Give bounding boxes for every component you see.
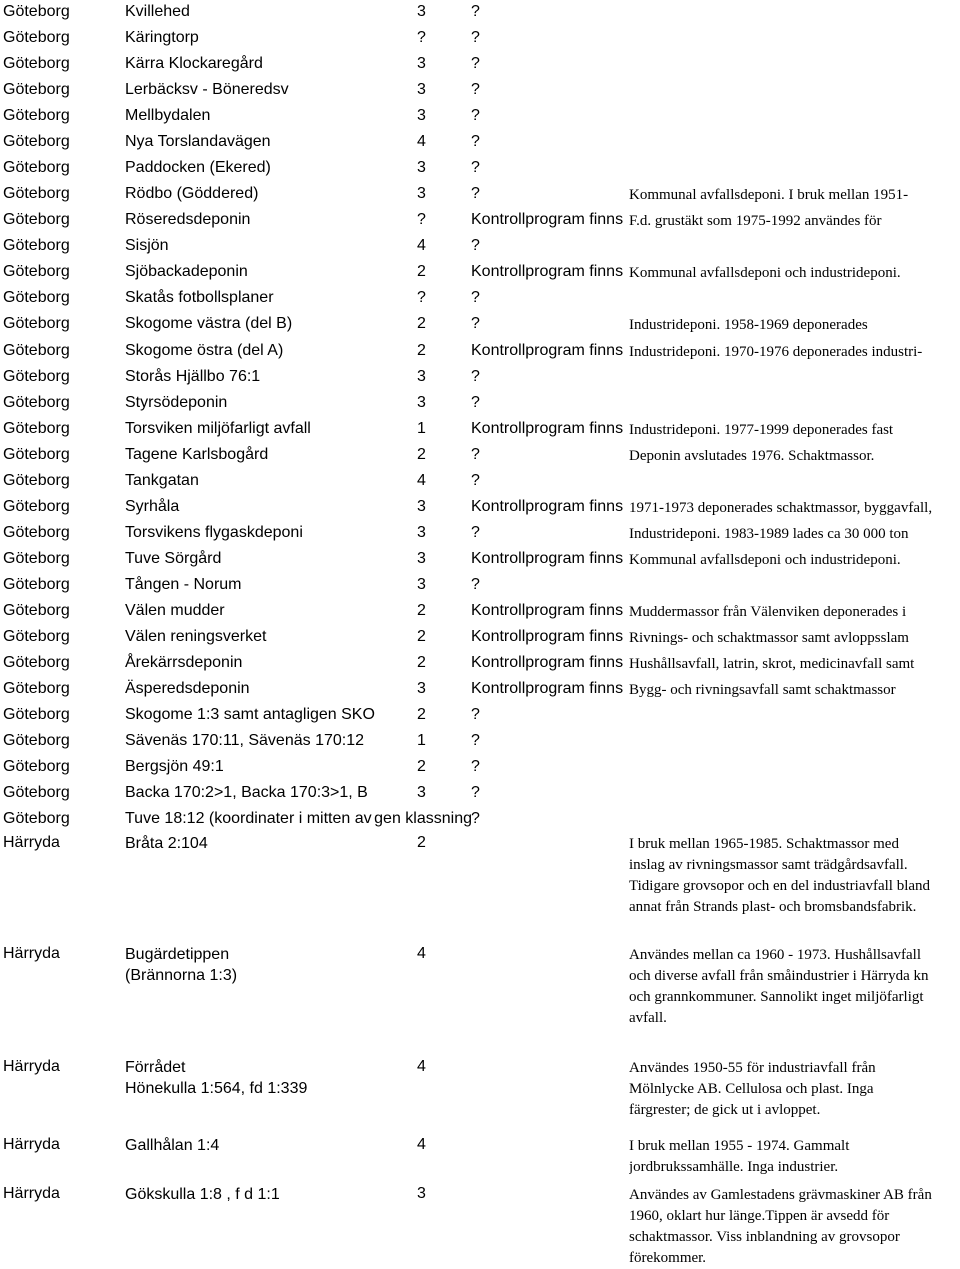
table-row bbox=[0, 653, 960, 679]
objekt-cell: Tankgatan bbox=[125, 471, 199, 489]
kommun-cell: Göteborg bbox=[3, 107, 70, 125]
table-row bbox=[0, 627, 960, 653]
klass-cell: ? bbox=[417, 29, 426, 47]
table-row bbox=[0, 54, 960, 80]
objekt-cell: Paddocken (Ekered) bbox=[125, 159, 271, 177]
table-row bbox=[0, 341, 960, 367]
note-cell: Hushållsavfall, latrin, skrot, medicinavfall samt bbox=[629, 656, 915, 672]
note-line: Användes mellan ca 1960 - 1973. Hushållsavfall bbox=[629, 947, 922, 963]
objekt-line: Bugärdetippen bbox=[125, 946, 230, 963]
klass-cell: 2 bbox=[417, 445, 426, 463]
klass-cell: 2 bbox=[417, 654, 426, 671]
objekt-cell: Torsvikens flygaskdeponi bbox=[125, 523, 303, 541]
kommun-cell: Härryda bbox=[3, 1136, 60, 1153]
kontrollprogram-cell: Kontrollprogram finns bbox=[471, 627, 624, 645]
kommun-cell: Härryda bbox=[3, 1185, 60, 1202]
klass-cell: 2 bbox=[417, 263, 426, 281]
note-cell: Industrideponi. 1983-1989 lades ca 30 000 ton bbox=[629, 525, 909, 542]
klass-cell: gen klassning bbox=[374, 810, 472, 828]
klass-cell: 2 bbox=[417, 706, 426, 724]
table-row bbox=[0, 575, 960, 601]
klass-cell: 4 bbox=[417, 945, 426, 962]
klass-cell: 3 bbox=[417, 784, 426, 802]
note-line: I bruk mellan 1955 - 1974. Gammalt bbox=[629, 1138, 850, 1154]
klass-cell: 3 bbox=[417, 1185, 426, 1202]
objekt-cell: Skogome östra (del A) bbox=[125, 341, 284, 359]
objekt-cell: Skatås fotbollsplaner bbox=[125, 289, 274, 307]
note-line: I bruk mellan 1965-1985. Schaktmassor med bbox=[629, 836, 899, 852]
objekt-cell: Backa 170:2>1, Backa 170:3>1, B bbox=[125, 784, 368, 802]
note-cell: Industrideponi. 1970-1976 deponerades industri- bbox=[629, 343, 923, 360]
objekt-line: Gallhålan 1:4 bbox=[125, 1137, 220, 1154]
objekt-line: Förrådet bbox=[125, 1059, 186, 1076]
objekt-line: (Brännorna 1:3) bbox=[125, 967, 238, 984]
note-cell: Kommunal avfallsdeponi och industrideponi. bbox=[629, 551, 901, 568]
table-row bbox=[0, 184, 960, 210]
kommun-cell: Göteborg bbox=[3, 289, 70, 307]
klass-cell: 3 bbox=[417, 3, 426, 20]
klass-cell: 3 bbox=[417, 549, 426, 567]
klass-cell: 2 bbox=[417, 315, 426, 333]
objekt-cell: Lerbäcksv - Böneredsv bbox=[125, 81, 289, 99]
klass-cell: 2 bbox=[417, 627, 426, 645]
objekt-cell: Käringtorp bbox=[125, 29, 199, 47]
klass-cell: 2 bbox=[417, 758, 426, 776]
objekt-cell bbox=[125, 944, 410, 986]
note-cell bbox=[629, 1058, 960, 1121]
note-line: avfall. bbox=[629, 1010, 667, 1026]
objekt-cell: Tuve Sörgård bbox=[125, 549, 222, 567]
kommun-cell: Göteborg bbox=[3, 706, 70, 724]
kontrollprogram-cell: ? bbox=[471, 107, 480, 125]
klass-cell: 2 bbox=[417, 341, 426, 359]
kontrollprogram-cell: ? bbox=[471, 471, 480, 489]
table-row bbox=[0, 731, 960, 757]
kontrollprogram-cell: Kontrollprogram finns bbox=[471, 680, 624, 698]
note-cell: 1971-1973 deponerades schaktmassor, byggavfall, bbox=[629, 499, 933, 516]
note-cell: Kommunal avfallsdeponi och industrideponi. bbox=[629, 265, 901, 282]
objekt-cell: Torsviken miljöfarligt avfall bbox=[125, 419, 311, 437]
table-row bbox=[0, 106, 960, 132]
kontrollprogram-cell: ? bbox=[471, 367, 480, 385]
kommun-cell: Göteborg bbox=[3, 471, 70, 489]
kontrollprogram-cell: ? bbox=[471, 81, 480, 99]
kontrollprogram-cell: ? bbox=[471, 55, 480, 73]
kontrollprogram-cell: ? bbox=[471, 445, 480, 463]
note-line: schaktmassor. Viss inblandning av grovsopor bbox=[629, 1229, 900, 1245]
kommun-cell: Göteborg bbox=[3, 497, 70, 515]
kommun-cell: Göteborg bbox=[3, 601, 70, 619]
kontrollprogram-cell: ? bbox=[471, 575, 480, 593]
note-line: färgrester; de gick ut i avloppet. bbox=[629, 1102, 821, 1118]
note-line: och diverse avfall från småindustrier i Härryda kn bbox=[629, 968, 929, 984]
objekt-cell bbox=[125, 833, 410, 854]
note-line: Tidigare grovsopor och en del industriavfall bland bbox=[629, 878, 931, 894]
objekt-cell: Tagene Karlsbogård bbox=[125, 445, 269, 463]
kontrollprogram-cell: Kontrollprogram finns bbox=[471, 341, 624, 359]
kontrollprogram-cell: ? bbox=[471, 758, 480, 776]
kontrollprogram-cell: Kontrollprogram finns bbox=[471, 263, 624, 281]
kommun-cell: Göteborg bbox=[3, 315, 70, 333]
klass-cell: ? bbox=[417, 211, 426, 229]
table-row bbox=[0, 236, 960, 262]
note-line: och grannkommuner. Sannolikt inget miljöfarligt bbox=[629, 989, 924, 1005]
klass-cell: 4 bbox=[417, 133, 426, 151]
note-cell bbox=[629, 834, 960, 918]
kommun-cell: Göteborg bbox=[3, 810, 70, 828]
objekt-cell: Skogome 1:3 samt antagligen SKO bbox=[125, 706, 375, 724]
note-cell: Kommunal avfallsdeponi. I bruk mellan 1951- bbox=[629, 187, 909, 204]
kontrollprogram-cell: ? bbox=[471, 523, 480, 541]
kommun-cell: Göteborg bbox=[3, 445, 70, 463]
kommun-cell: Göteborg bbox=[3, 341, 70, 359]
note-cell: F.d. grustäkt som 1975-1992 användes för bbox=[629, 213, 882, 230]
kommun-cell: Göteborg bbox=[3, 654, 70, 671]
kommun-cell: Göteborg bbox=[3, 55, 70, 73]
note-cell: Industrideponi. 1958-1969 deponerades bbox=[629, 317, 868, 334]
table-row bbox=[0, 2, 960, 28]
klass-cell: 3 bbox=[417, 497, 426, 515]
kontrollprogram-cell: Kontrollprogram finns bbox=[471, 654, 624, 671]
kommun-cell: Göteborg bbox=[3, 732, 70, 750]
klass-cell: 4 bbox=[417, 1058, 426, 1075]
kommun-cell: Göteborg bbox=[3, 575, 70, 593]
kommun-cell: Göteborg bbox=[3, 367, 70, 385]
kontrollprogram-cell: ? bbox=[471, 315, 480, 333]
kommun-cell: Göteborg bbox=[3, 81, 70, 99]
kontrollprogram-cell: ? bbox=[471, 159, 480, 177]
table-row bbox=[0, 210, 960, 236]
kommun-cell: Göteborg bbox=[3, 549, 70, 567]
table-row bbox=[0, 783, 960, 809]
objekt-cell: Kvillehed bbox=[125, 3, 190, 20]
objekt-cell: Tuve 18:12 (koordinater i mitten av bbox=[125, 810, 372, 828]
objekt-cell: Sävenäs 170:11, Sävenäs 170:12 bbox=[125, 732, 364, 750]
klass-cell: 3 bbox=[417, 523, 426, 541]
kontrollprogram-cell: Kontrollprogram finns bbox=[471, 549, 624, 567]
objekt-cell: Välen mudder bbox=[125, 601, 225, 619]
kommun-cell: Göteborg bbox=[3, 263, 70, 281]
klass-cell: 2 bbox=[417, 834, 426, 851]
objekt-line: Hönekulla 1:564, fd 1:339 bbox=[125, 1080, 308, 1097]
kommun-cell: Göteborg bbox=[3, 523, 70, 541]
note-line: Mölnlycke AB. Cellulosa och plast. Inga bbox=[629, 1081, 874, 1097]
kontrollprogram-cell: Kontrollprogram finns bbox=[471, 497, 624, 515]
note-line: Användes av Gamlestadens grävmaskiner AB från bbox=[629, 1187, 932, 1203]
note-cell: Muddermassor från Välenviken deponerades i bbox=[629, 603, 907, 620]
kontrollprogram-cell: Kontrollprogram finns bbox=[471, 211, 624, 229]
kontrollprogram-cell: ? bbox=[471, 133, 480, 151]
kontrollprogram-cell: ? bbox=[471, 185, 480, 203]
objekt-cell: Bergsjön 49:1 bbox=[125, 758, 224, 776]
kommun-cell: Härryda bbox=[3, 1058, 60, 1075]
objekt-cell: Tången - Norum bbox=[125, 575, 242, 593]
note-cell: Industrideponi. 1977-1999 deponerades fast bbox=[629, 421, 894, 438]
klass-cell: 3 bbox=[417, 393, 426, 411]
note-line: Användes 1950-55 för industriavfall från bbox=[629, 1060, 876, 1076]
kommun-cell: Göteborg bbox=[3, 133, 70, 151]
kommun-cell: Göteborg bbox=[3, 3, 70, 20]
klass-cell: 2 bbox=[417, 601, 426, 619]
note-cell: Bygg- och rivningsavfall samt schaktmassor bbox=[629, 682, 896, 699]
kommun-cell: Göteborg bbox=[3, 185, 70, 203]
note-cell bbox=[629, 945, 960, 1029]
kommun-cell: Härryda bbox=[3, 945, 60, 962]
table-row bbox=[0, 679, 960, 705]
klass-cell: 3 bbox=[417, 575, 426, 593]
klass-cell: 3 bbox=[417, 81, 426, 99]
kommun-cell: Göteborg bbox=[3, 211, 70, 229]
kontrollprogram-cell: ? bbox=[471, 784, 480, 802]
klass-cell: 3 bbox=[417, 159, 426, 177]
klass-cell: 1 bbox=[417, 419, 426, 437]
table-row bbox=[0, 705, 960, 731]
objekt-cell: Röseredsdeponin bbox=[125, 211, 251, 229]
objekt-line: Gökskulla 1:8 , f d 1:1 bbox=[125, 1186, 280, 1203]
note-line: förekommer. bbox=[629, 1250, 707, 1266]
note-cell: Deponin avslutades 1976. Schaktmassor. bbox=[629, 447, 875, 464]
kommun-cell: Göteborg bbox=[3, 680, 70, 698]
table-row bbox=[0, 471, 960, 497]
kontrollprogram-cell: ? bbox=[471, 237, 480, 255]
note-cell bbox=[629, 1136, 960, 1178]
klass-cell: 4 bbox=[417, 471, 426, 489]
kontrollprogram-cell: ? bbox=[471, 29, 480, 47]
table-row bbox=[0, 132, 960, 158]
table-row bbox=[0, 80, 960, 106]
note-line: jordbrukssamhälle. Inga industrier. bbox=[629, 1159, 839, 1175]
objekt-cell bbox=[125, 1184, 410, 1205]
objekt-cell: Storås Hjällbo 76:1 bbox=[125, 367, 261, 385]
klass-cell: 4 bbox=[417, 1136, 426, 1153]
kontrollprogram-cell: ? bbox=[471, 289, 480, 307]
kommun-cell: Göteborg bbox=[3, 393, 70, 411]
klass-cell: 3 bbox=[417, 185, 426, 203]
table-row bbox=[0, 757, 960, 783]
kommun-cell: Göteborg bbox=[3, 159, 70, 177]
kommun-cell: Göteborg bbox=[3, 237, 70, 255]
objekt-cell: Syrhåla bbox=[125, 497, 180, 515]
kontrollprogram-cell: Kontrollprogram finns bbox=[471, 419, 624, 437]
table-row bbox=[0, 809, 960, 835]
kommun-cell: Göteborg bbox=[3, 784, 70, 802]
table-row bbox=[0, 28, 960, 54]
table-row bbox=[0, 445, 960, 471]
klass-cell: 3 bbox=[417, 367, 426, 385]
table-row bbox=[0, 158, 960, 184]
table-row bbox=[0, 262, 960, 288]
table-row bbox=[0, 314, 960, 340]
klass-cell: 4 bbox=[417, 237, 426, 255]
kontrollprogram-cell: ? bbox=[471, 706, 480, 724]
table-row bbox=[0, 367, 960, 393]
objekt-cell: Sisjön bbox=[125, 237, 169, 255]
klass-cell: 1 bbox=[417, 732, 426, 750]
kommun-cell: Göteborg bbox=[3, 29, 70, 47]
klass-cell: 3 bbox=[417, 107, 426, 125]
objekt-cell: Kärra Klockaregård bbox=[125, 55, 263, 73]
kontrollprogram-cell: ? bbox=[471, 732, 480, 750]
kontrollprogram-cell: ? bbox=[471, 3, 480, 20]
objekt-cell bbox=[125, 1135, 410, 1156]
note-cell bbox=[629, 1185, 960, 1269]
objekt-cell: Rödbo (Göddered) bbox=[125, 185, 259, 203]
objekt-cell: Nya Torslandavägen bbox=[125, 133, 271, 151]
note-line: annat från Strands plast- och bromsbandsfabrik. bbox=[629, 899, 917, 915]
table-row bbox=[0, 549, 960, 575]
kontrollprogram-cell: ? bbox=[471, 393, 480, 411]
objekt-line: Bråta 2:104 bbox=[125, 835, 208, 852]
note-cell: Rivnings- och schaktmassor samt avloppsslam bbox=[629, 629, 909, 646]
objekt-cell bbox=[125, 1057, 410, 1099]
objekt-cell: Sjöbackadeponin bbox=[125, 263, 248, 281]
objekt-cell: Äsperedsdeponin bbox=[125, 680, 250, 698]
objekt-cell: Skogome västra (del B) bbox=[125, 315, 293, 333]
kommun-cell: Härryda bbox=[3, 834, 60, 851]
note-line: 1960, oklart hur länge.Tippen är avsedd för bbox=[629, 1208, 890, 1224]
table-row bbox=[0, 393, 960, 419]
kommun-cell: Göteborg bbox=[3, 627, 70, 645]
table-row bbox=[0, 288, 960, 314]
klass-cell: ? bbox=[417, 289, 426, 307]
table-row bbox=[0, 497, 960, 523]
objekt-cell: Styrsödeponin bbox=[125, 393, 228, 411]
kontrollprogram-cell: Kontrollprogram finns bbox=[471, 601, 624, 619]
kontrollprogram-cell: ? bbox=[471, 810, 480, 828]
klass-cell: 3 bbox=[417, 55, 426, 73]
table-row bbox=[0, 523, 960, 549]
objekt-cell: Mellbydalen bbox=[125, 107, 211, 125]
kommun-cell: Göteborg bbox=[3, 758, 70, 776]
objekt-cell: Välen reningsverket bbox=[125, 627, 267, 645]
table-row bbox=[0, 601, 960, 627]
table-row bbox=[0, 419, 960, 445]
kommun-cell: Göteborg bbox=[3, 419, 70, 437]
objekt-cell: Årekärrsdeponin bbox=[125, 654, 243, 671]
note-line: inslag av rivningsmassor samt trädgårdsavfall. bbox=[629, 857, 908, 873]
klass-cell: 3 bbox=[417, 680, 426, 698]
